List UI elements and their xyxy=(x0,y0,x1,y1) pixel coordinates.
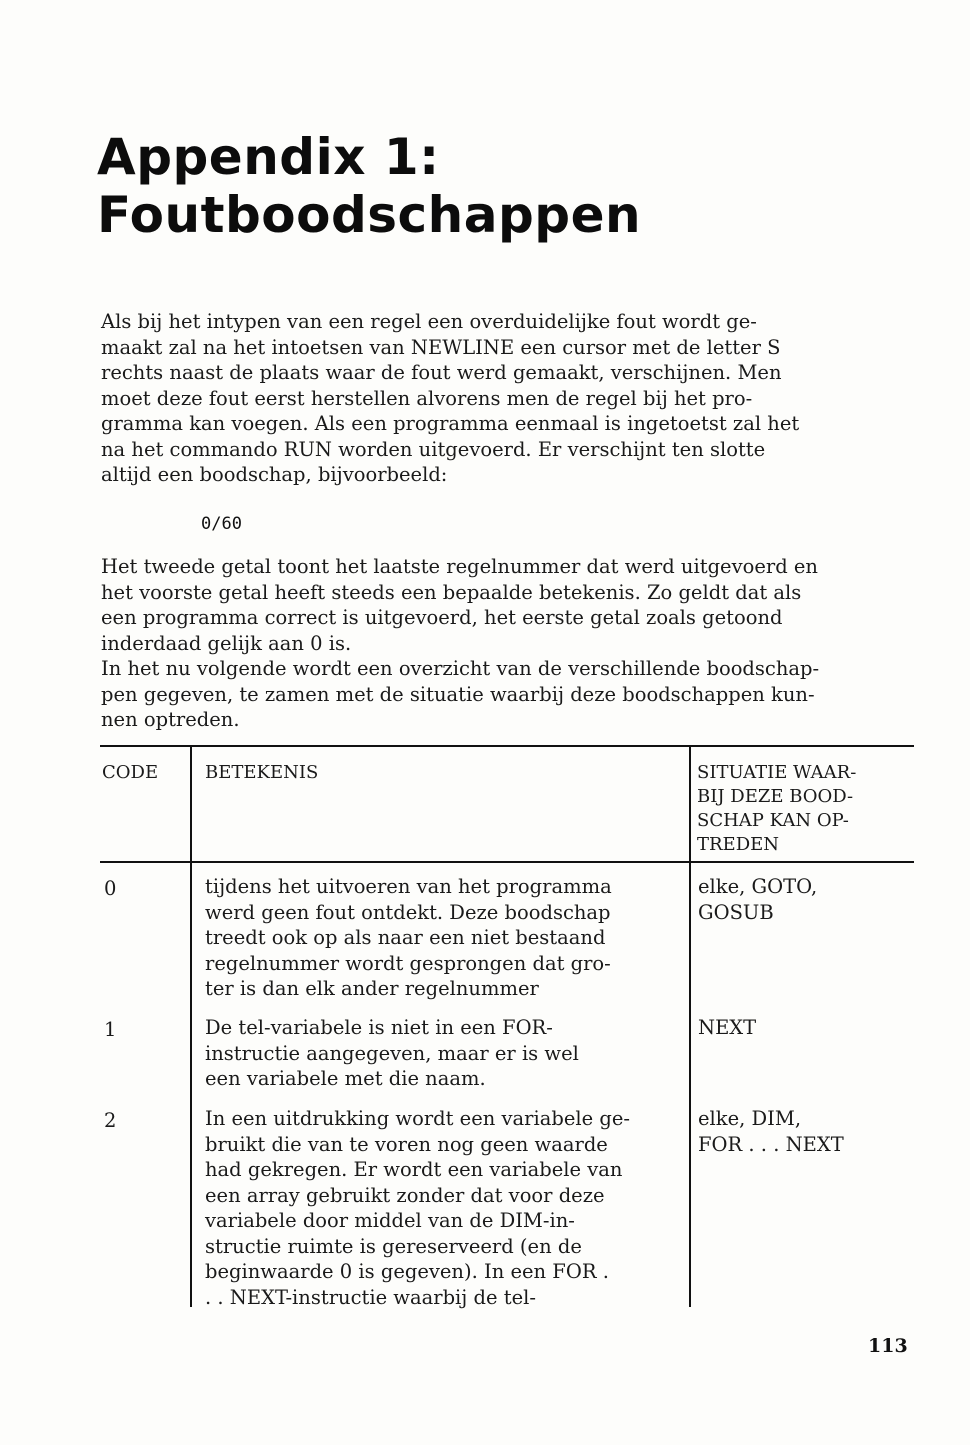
header-meaning: BETEKENIS xyxy=(205,762,319,783)
text-line: beginwaarde 0 is gegeven). In een FOR . xyxy=(205,1260,609,1283)
title-line-2: Foutboodschappen xyxy=(97,186,642,244)
text-line: ter is dan elk ander regelnummer xyxy=(205,977,539,1000)
row-code: 1 xyxy=(104,1018,117,1041)
text-line: nen optreden. xyxy=(101,708,240,731)
text-line: elke, DIM, xyxy=(698,1107,802,1130)
text-line: NEXT xyxy=(698,1016,757,1039)
text-line: had gekregen. Er wordt een variabele van xyxy=(205,1158,623,1181)
text-line: FOR . . . NEXT xyxy=(698,1132,844,1156)
explain-paragraph xyxy=(101,554,819,733)
header-situation-line: BIJ DEZE BOOD- xyxy=(697,786,854,807)
text-line: pen gegeven, te zamen met de situatie waarbij deze boodschappen kun- xyxy=(101,682,815,706)
text-line: regelnummer wordt gesprongen dat gro- xyxy=(205,951,611,975)
header-situation-line: SITUATIE WAAR- xyxy=(697,762,857,783)
intro-paragraph xyxy=(101,309,799,488)
text-line: GOSUB xyxy=(698,900,774,924)
text-line: structie ruimte is gereserveerd (en de xyxy=(205,1234,582,1258)
text-line: maakt zal na het intoetsen van NEWLINE een cursor met de letter S xyxy=(101,335,781,359)
text-line: tijdens het uitvoeren van het programma xyxy=(205,875,612,898)
text-line: elke, GOTO, xyxy=(698,875,818,898)
row-situation xyxy=(698,1106,844,1157)
text-line: rechts naast de plaats waar de fout werd gemaakt, verschijnen. Men xyxy=(101,361,782,384)
text-line: . . NEXT-instructie waarbij de tel- xyxy=(205,1285,536,1309)
row-code: 2 xyxy=(104,1109,117,1132)
text-line: moet deze fout eerst herstellen alvorens men de regel bij het pro- xyxy=(101,386,753,410)
text-line: het voorste getal heeft steeds een bepaalde betekenis. Zo geldt dat als xyxy=(101,580,802,604)
text-line: altijd een boodschap, bijvoorbeeld: xyxy=(101,463,448,486)
table-top-rule xyxy=(100,745,914,747)
row-meaning xyxy=(205,874,612,1002)
text-line: werd geen fout ontdekt. Deze boodschap xyxy=(205,900,611,924)
text-line: instructie aangegeven, maar er is wel xyxy=(205,1041,579,1065)
header-situation xyxy=(697,761,856,857)
text-line: een programma correct is uitgevoerd, het eerste getal zoals getoond xyxy=(101,606,783,629)
row-meaning xyxy=(205,1015,579,1092)
header-situation-line: SCHAP KAN OP- xyxy=(697,810,849,831)
text-line: inderdaad gelijk aan 0 is. xyxy=(101,631,352,655)
text-line: Als bij het intypen van een regel een overduidelijke fout wordt ge- xyxy=(101,310,757,333)
page-title xyxy=(97,128,641,244)
row-code: 0 xyxy=(104,877,117,900)
text-line: een array gebruikt zonder dat voor deze xyxy=(205,1183,605,1207)
text-line: treedt ook op als naar een niet bestaand xyxy=(205,926,606,949)
text-line: gramma kan voegen. Als een programma eenmaal is ingetoetst zal het xyxy=(101,412,800,435)
example-message: 0/60 xyxy=(201,514,242,534)
table-header-rule xyxy=(100,861,914,863)
text-line: In het nu volgende wordt een overzicht van de verschillende boodschap- xyxy=(101,657,820,680)
header-code: CODE xyxy=(102,762,159,783)
page-number: 113 xyxy=(868,1335,908,1357)
row-meaning xyxy=(205,1106,630,1310)
text-line: na het commando RUN worden uitgevoerd. Er verschijnt ten slotte xyxy=(101,437,766,461)
text-line: De tel-variabele is niet in een FOR- xyxy=(205,1016,553,1039)
row-situation xyxy=(698,1015,756,1041)
title-line-1: Appendix 1: xyxy=(97,128,440,186)
text-line: variabele door middel van de DIM-in- xyxy=(205,1209,575,1232)
row-situation xyxy=(698,874,817,925)
text-line: bruikt die van te voren nog geen waarde xyxy=(205,1132,608,1156)
text-line: In een uitdrukking wordt een variabele ge- xyxy=(205,1107,630,1130)
text-line: Het tweede getal toont het laatste regelnummer dat werd uitgevoerd en xyxy=(101,555,818,578)
text-line: een variabele met die naam. xyxy=(205,1067,486,1090)
column-divider-1 xyxy=(190,747,192,1307)
column-divider-2 xyxy=(689,747,691,1307)
header-situation-line: TREDEN xyxy=(697,834,780,855)
